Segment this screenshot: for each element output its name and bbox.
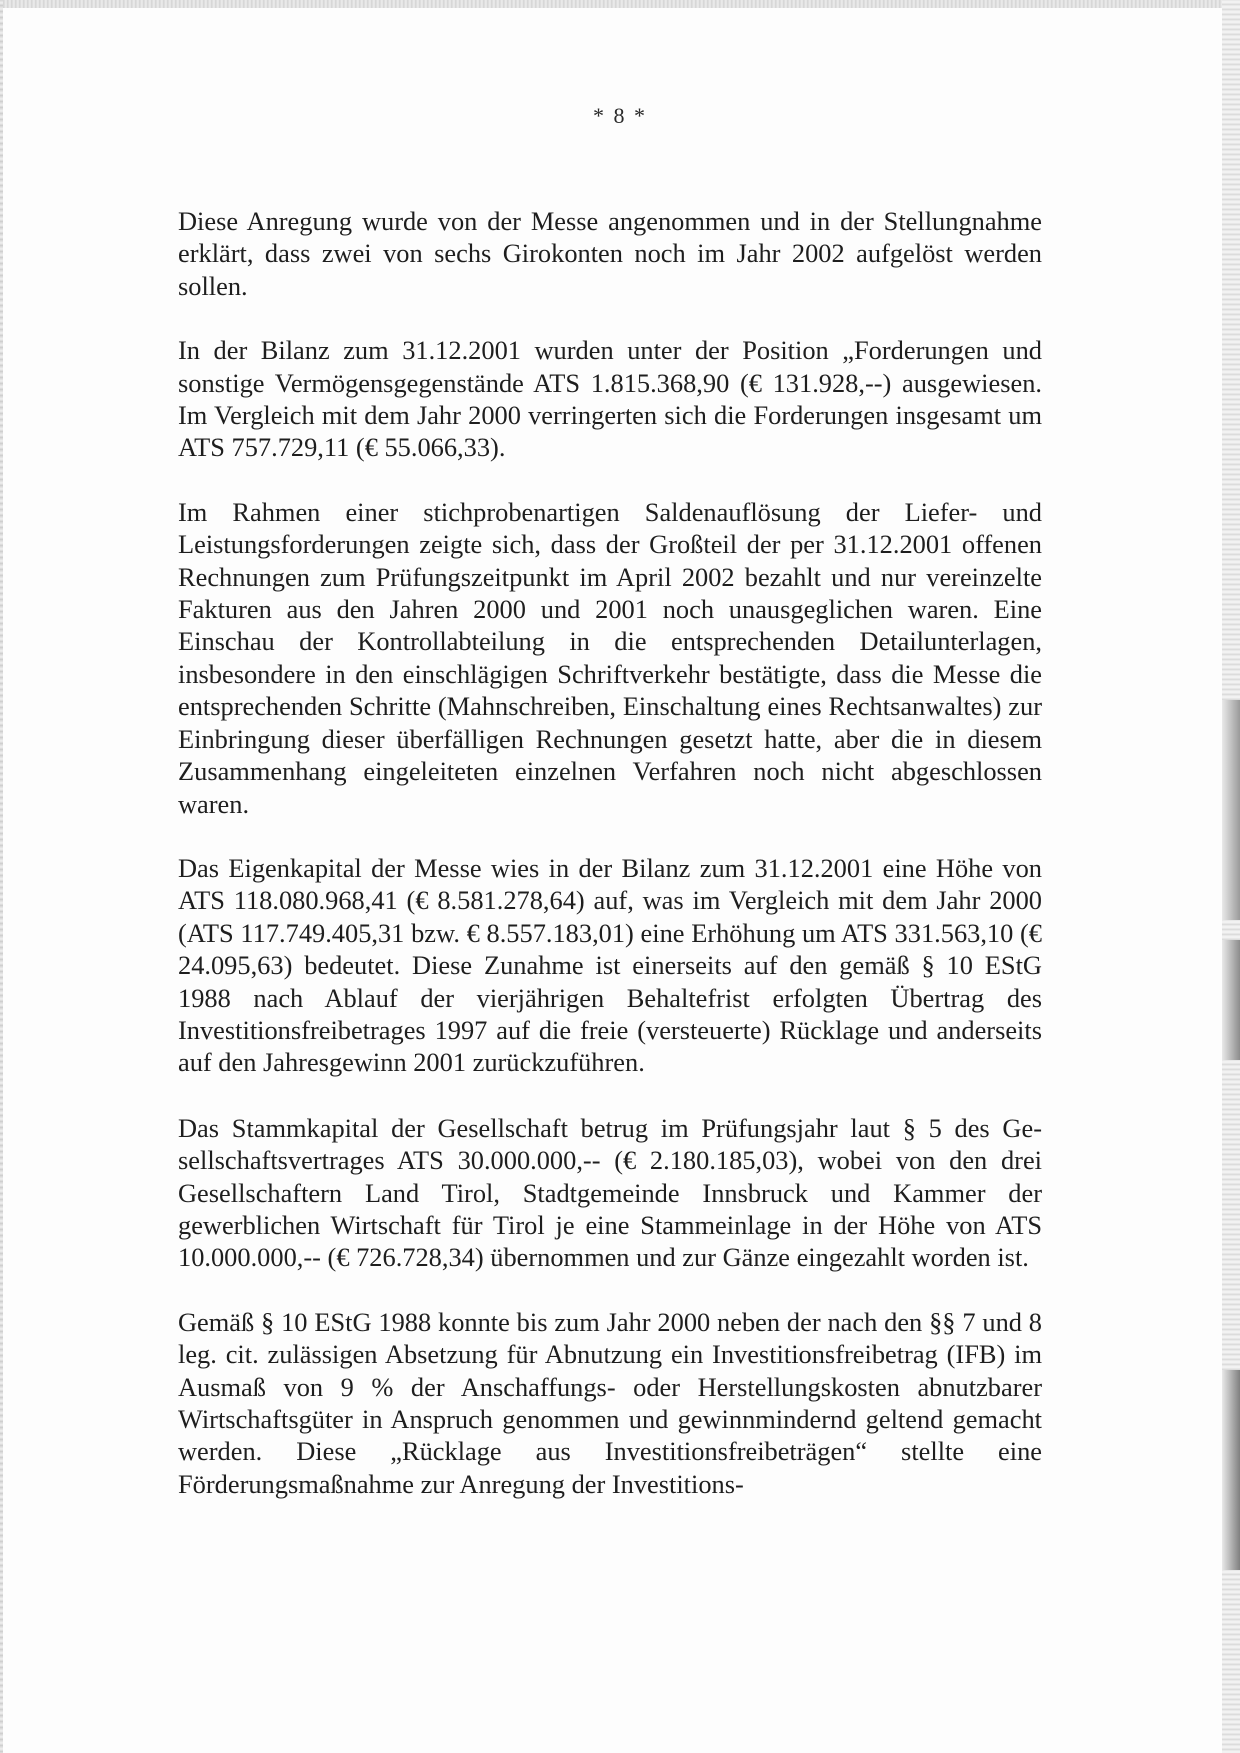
paragraph-investitionsfreibetrag: Gemäß § 10 EStG 1988 konnte bis zum Jahr 2000 neben der nach den §§ 7 und 8 leg. cit. zulässigen Absetzung für Abnutzung ein Investitionsfreibetrag (IFB) im Ausmaß von 9 % der Anschaffungs- oder Herstellungskosten abnutzbarer Wirtschaftsgüter in Anspruch genommen und gewinnmindernd geltend gemacht werden. Diese „Rücklage aus Investitionsfreibeträgen“ stellte eine Förderungsmaßnahme zur Anregung der Investitions-	[178, 1306, 1042, 1499]
scan-edge-left	[0, 0, 3, 1753]
paragraph-girokonten: Diese Anregung wurde von der Messe angenommen und in der Stellungnahme erklärt, dass zwei von sechs Girokonten noch im Jahr 2002 aufgelöst werden sollen.	[178, 206, 1042, 301]
paragraph-stammkapital: Das Stammkapital der Gesellschaft betrug im Prüfungsjahr laut § 5 des Gesellschaftsvertrages ATS 30.000.000,-- (€ 2.180.185,03), wobei von den drei Gesellschaftern Land Tirol, Stadtgemeinde Innsbruck und Kammer der gewerblichen Wirtschaft für Tirol je eine Stammeinlage in der Höhe von ATS 10.000.000,-- (€ 726.728,34) übernommen und zur Gänze eingezahlt worden ist.	[178, 1112, 1042, 1273]
scan-shadow	[1222, 1370, 1240, 1570]
scan-shadow	[1222, 700, 1240, 920]
scan-shadow	[1222, 940, 1240, 1060]
scan-edge-top	[0, 0, 1240, 8]
page-number: * 8 *	[593, 103, 647, 128]
paragraph-forderungen: In der Bilanz zum 31.12.2001 wurden unter der Position „Forderungen und sonstige Vermögensgegenstände ATS 1.815.368,90 (€ 131.928,--) ausgewiesen. Im Vergleich mit dem Jahr 2000 verringerten sich die Forderungen insgesamt um ATS 757.729,11 (€ 55.066,33).	[178, 335, 1042, 463]
paragraph-saldenaufloesung: Im Rahmen einer stichprobenartigen Saldenauflösung der Liefer- und Leistungsforderungen zeigte sich, dass der Großteil der per 31.12.2001 offenen Rechnungen zum Prüfungszeitpunkt im April 2002 bezahlt und nur vereinzelte Fakturen aus den Jahren 2000 und 2001 noch unausgeglichen waren. Eine Einschau der Kontrollabteilung in die entsprechenden Detailunterlagen, insbesondere in den einschlägigen Schriftverkehr bestätigte, dass die Messe die entsprechenden Schritte (Mahnschreiben, Einschaltung eines Rechtsanwaltes) zur Einbringung dieser überfälligen Rechnungen gesetzt hatte, aber die in diesem Zusammenhang eingeleiteten einzelnen Verfahren noch nicht abgeschlossen waren.	[178, 496, 1042, 819]
document-body	[178, 205, 1042, 1532]
paragraph-eigenkapital: Das Eigenkapital der Messe wies in der Bilanz zum 31.12.2001 eine Höhe von ATS 118.080.968,41 (€ 8.581.278,64) auf, was im Vergleich mit dem Jahr 2000 (ATS 117.749.405,31 bzw. € 8.557.183,01) eine Erhöhung um ATS 331.563,10 (€ 24.095,63) bedeutet. Diese Zunahme ist einerseits auf den gemäß § 10 EStG 1988 nach Ablauf der vierjährigen Behaltefrist erfolgten Übertrag des Investitionsfreibetrages 1997 auf die freie (versteuerte) Rücklage und anderseits auf den Jahresgewinn 2001 zurückzuführen.	[178, 852, 1042, 1078]
